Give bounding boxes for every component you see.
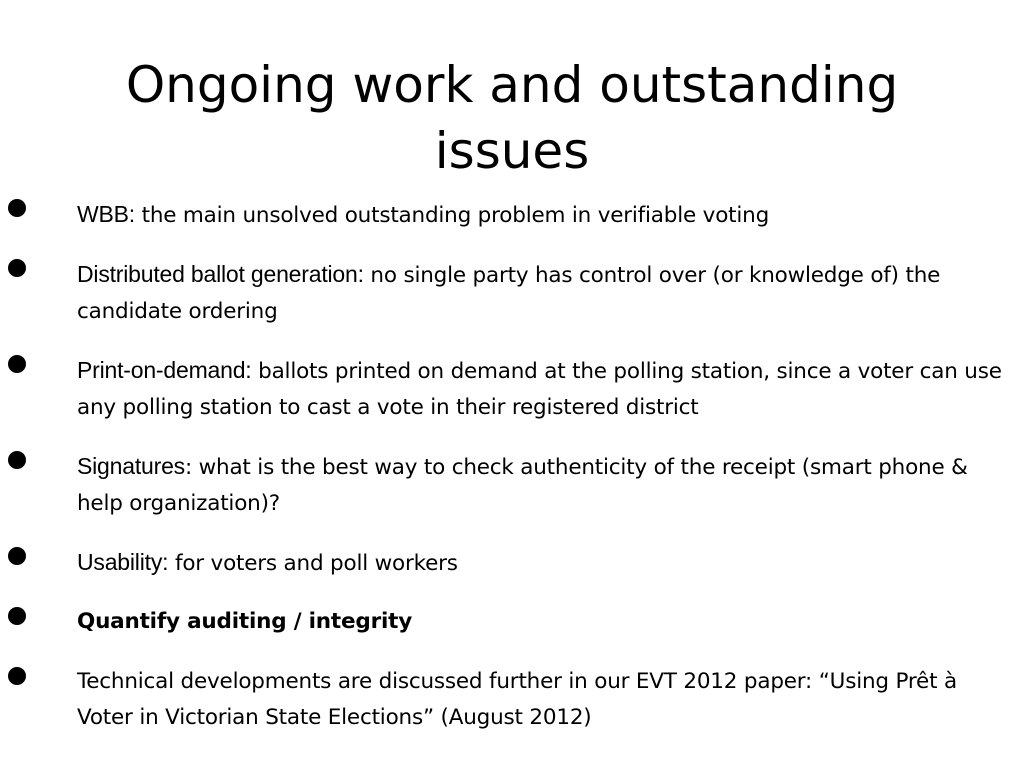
bullet-description: for voters and poll workers bbox=[168, 551, 458, 576]
bullet-dot-icon bbox=[8, 607, 26, 625]
bullet-text bbox=[77, 196, 1012, 234]
bullet-text bbox=[77, 448, 1012, 522]
bullet-text: Technical developments are discussed further in our EVT 2012 paper: “Using Prêt à Voter in Victorian State Elections” (August 2012) bbox=[77, 669, 957, 730]
bullet-term: Signatures bbox=[77, 453, 185, 479]
slide-title: Ongoing work and outstanding issues bbox=[125, 56, 899, 180]
bullet-dot-icon bbox=[8, 259, 26, 277]
bullet-text: Quantify auditing / integrity bbox=[77, 609, 413, 634]
bullet-term: Usability: bbox=[77, 549, 169, 575]
bullet-description: no single party has control over (or knowledge of) the candidate ordering bbox=[77, 263, 941, 324]
bullet-text bbox=[77, 256, 1012, 330]
bullet-dot-icon bbox=[8, 547, 26, 565]
bullet-dot-icon bbox=[8, 199, 26, 217]
bullet-description: the main unsolved outstanding problem in verifiable voting bbox=[134, 203, 770, 228]
bullet-text bbox=[77, 544, 1012, 582]
bullet-term: Print-on-demand: bbox=[77, 357, 252, 383]
bullet-term: Distributed ballot generation: bbox=[77, 261, 364, 287]
bullet-dot-icon bbox=[8, 667, 26, 685]
bullet-description: : what is the best way to check authenticity of the receipt (smart phone & help organization)? bbox=[77, 455, 968, 516]
bullet-dot-icon bbox=[8, 355, 26, 373]
bullet-term: WBB: bbox=[77, 201, 135, 227]
bullet-description: ballots printed on demand at the polling station, since a voter can use any polling station to cast a vote in their registered district bbox=[77, 359, 1002, 420]
bullet-text bbox=[77, 352, 1012, 426]
bullet-dot-icon bbox=[8, 451, 26, 469]
